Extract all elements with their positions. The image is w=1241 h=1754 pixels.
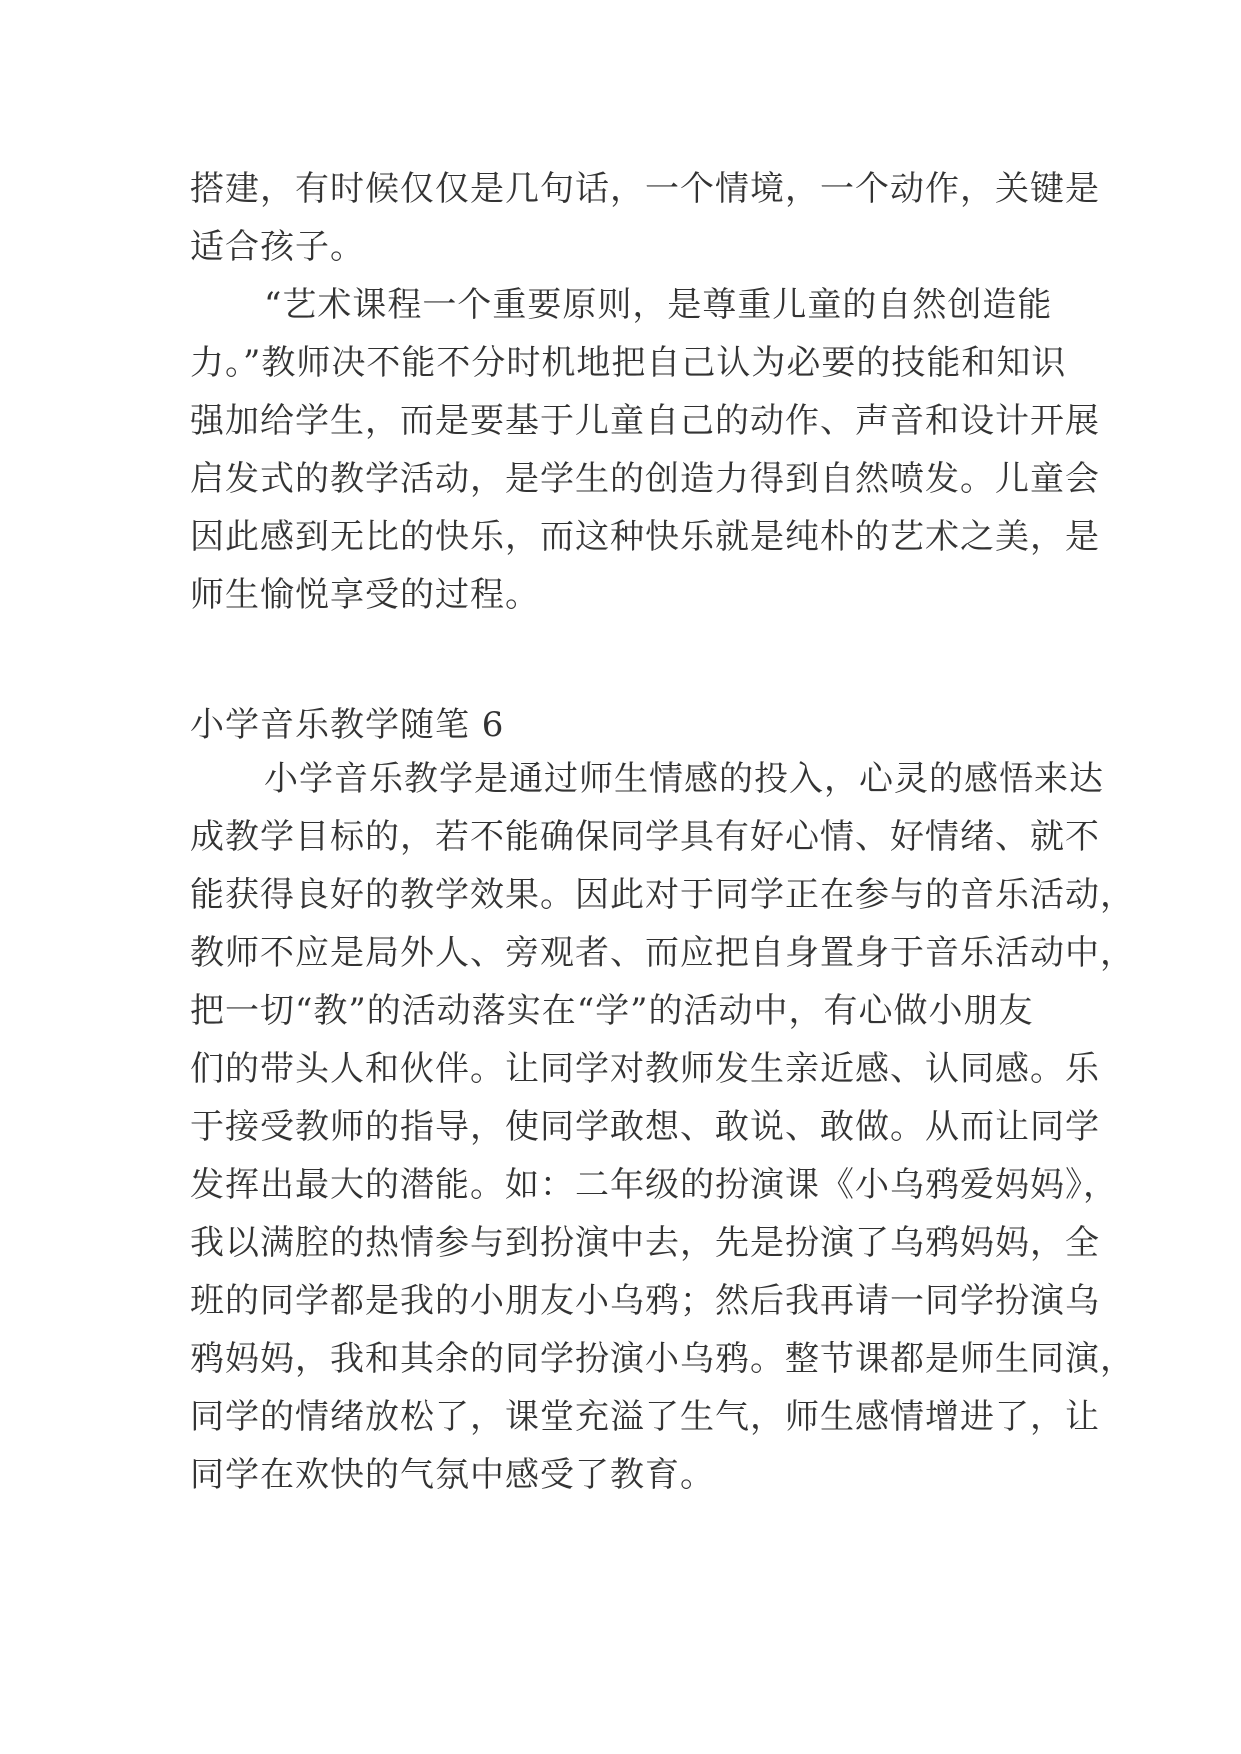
text-line: 小学音乐教学是通过师生情感的投入，心灵的感悟来达: [264, 759, 1104, 799]
text-line: 适合孩子。: [190, 227, 365, 267]
text-line: 们的带头人和伙伴。让同学对教师发生亲近感、认同感。乐: [190, 1049, 1100, 1089]
text-line: 教师不应是局外人、旁观者、而应把自身置身于音乐活动中，: [190, 933, 1135, 973]
section-heading: [190, 696, 1070, 754]
text-line: 班的同学都是我的小朋友小乌鸦；然后我再请一同学扮演乌: [190, 1281, 1100, 1321]
text-line: 强加给学生，而是要基于儿童自己的动作、声音和设计开展: [190, 401, 1100, 441]
text-line: 于接受教师的指导，使同学敢想、敢说、敢做。从而让同学: [190, 1107, 1100, 1147]
text-line: 师生愉悦享受的过程。: [190, 575, 540, 615]
paragraph-group-bottom: [190, 750, 1135, 1504]
text-line: 力。”教师决不能不分时机地把自己认为必要的技能和知识: [190, 343, 1067, 383]
heading-text: 小学音乐教学随笔 6: [190, 705, 505, 745]
text-line: 发挥出最大的潜能。如：二年级的扮演课《小乌鸦爱妈妈》，: [190, 1165, 1118, 1205]
text-line: 同学的情绪放松了，课堂充溢了生气，师生感情增进了，让: [190, 1397, 1100, 1437]
text-line: “艺术课程一个重要原则，是尊重儿童的自然创造能: [264, 285, 1053, 325]
paragraph-group-top: [190, 160, 1100, 624]
text-line: 搭建，有时候仅仅是几句话，一个情境，一个动作，关键是: [190, 169, 1100, 209]
text-line: 鸦妈妈，我和其余的同学扮演小乌鸦。整节课都是师生同演，: [190, 1339, 1135, 1379]
text-line: 把一切“教”的活动落实在“学”的活动中，有心做小朋友: [190, 991, 1034, 1031]
text-line: 能获得良好的教学效果。因此对于同学正在参与的音乐活动，: [190, 875, 1135, 915]
text-line: 成教学目标的，若不能确保同学具有好心情、好情绪、就不: [190, 817, 1100, 857]
text-line: 因此感到无比的快乐，而这种快乐就是纯朴的艺术之美，是: [190, 517, 1100, 557]
text-line: 同学在欢快的气氛中感受了教育。: [190, 1455, 715, 1495]
text-line: 启发式的教学活动，是学生的创造力得到自然喷发。儿童会: [190, 459, 1100, 499]
text-line: 我以满腔的热情参与到扮演中去，先是扮演了乌鸦妈妈，全: [190, 1223, 1100, 1263]
